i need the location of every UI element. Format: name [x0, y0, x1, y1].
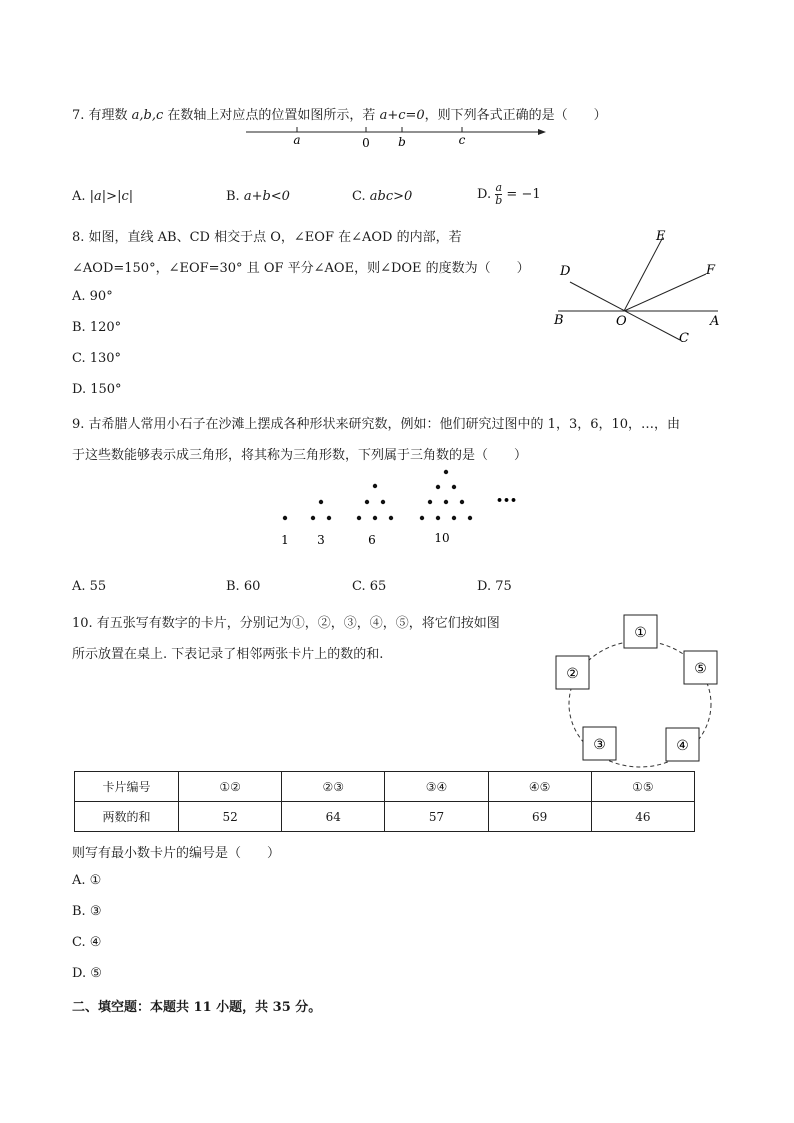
card-sums-table: [74, 771, 695, 832]
point-label-d: D: [560, 264, 571, 279]
q7-stem-part: 7. 有理数: [72, 108, 132, 123]
point-label-c: C: [679, 331, 689, 346]
table-cell: 46: [591, 802, 694, 832]
point-label-f: F: [706, 263, 716, 278]
q9-stem-line1: 9. 古希腊人常用小石子在沙滩上摆成各种形状来研究数，例如：他们研究过图中的 1，3，6，10，…，由: [72, 417, 681, 432]
table-row: [75, 772, 695, 802]
axis-label-c: c: [458, 133, 466, 147]
option-letter: D.: [477, 187, 492, 202]
q8-option-a[interactable]: A. 90°: [72, 289, 113, 304]
table-cell: 64: [282, 802, 385, 832]
q10-stem-line2: 所示放置在桌上. 下表记录了相邻两张卡片上的数的和.: [72, 647, 384, 662]
q9-stem-line2: 于这些数能够表示成三角形，将其称为三角形数，下列属于三角数的是（ ）: [72, 448, 528, 463]
option-text: = −1: [506, 187, 541, 202]
card-1: ①: [634, 625, 647, 641]
q9-option-d[interactable]: D. 75: [477, 579, 512, 594]
q10-stem-line1: 10. 有五张写有数字的卡片，分别记为①，②，③，④，⑤，将它们按如图: [72, 616, 500, 631]
q10-question: 则写有最小数卡片的编号是（ ）: [72, 846, 281, 861]
card-2: ②: [566, 666, 579, 682]
q8-stem-line2: ∠AOD=150°，∠EOF=30° 且 OF 平分∠AOE，则∠DOE 的度数为（ ）: [72, 261, 530, 276]
q8-stem-line1: 8. 如图，直线 AB、CD 相交于点 O，∠EOF 在∠AOD 的内部，若: [72, 230, 462, 245]
table-cell: ③④: [385, 772, 488, 802]
point-label-b: B: [554, 313, 564, 328]
q7-option-a[interactable]: [72, 189, 133, 204]
table-row-header: 卡片编号: [75, 772, 179, 802]
fraction-a-over-b: [495, 182, 502, 207]
section-heading-fill-in: 二、填空题：本题共 11 小题，共 35 分。: [72, 1000, 322, 1015]
q8-option-d[interactable]: D. 150°: [72, 382, 122, 397]
q7-option-b[interactable]: [226, 189, 290, 204]
q8-option-b[interactable]: B. 120°: [72, 320, 122, 335]
table-cell: 52: [179, 802, 282, 832]
q8-angle-figure: [548, 222, 728, 352]
q7-stem-vars: a,b,c: [131, 108, 164, 123]
q7-stem-condition: a+c=0: [379, 108, 425, 123]
q10-option-b[interactable]: B. ③: [72, 904, 102, 919]
q7-stem-part: 在数轴上对应点的位置如图所示，若: [163, 108, 380, 123]
q7-number-line: [240, 122, 560, 154]
option-text: |a|>|c|: [89, 189, 134, 204]
triangle-number-1: 1: [281, 533, 289, 547]
fraction-numerator: a: [495, 181, 503, 194]
point-label-e: E: [656, 229, 666, 244]
table-cell: 57: [385, 802, 488, 832]
table-row: [75, 802, 695, 832]
triangle-number-6: 6: [368, 533, 376, 547]
q7-stem: [72, 104, 607, 123]
table-cell: ①⑤: [591, 772, 694, 802]
q10-cards-figure: [548, 608, 728, 770]
table-cell: ①②: [179, 772, 282, 802]
q9-option-b[interactable]: B. 60: [226, 579, 261, 594]
q9-option-c[interactable]: C. 65: [352, 579, 387, 594]
q10-option-c[interactable]: C. ④: [72, 935, 102, 950]
table-cell: 69: [488, 802, 591, 832]
triangle-number-3: 3: [317, 533, 325, 547]
axis-label-a: a: [293, 133, 301, 147]
q7-stem-part: ，则下列各式正确的是（ ）: [424, 108, 607, 123]
q10-option-a[interactable]: A. ①: [72, 873, 102, 888]
q10-option-d[interactable]: D. ⑤: [72, 966, 102, 981]
q9-option-a[interactable]: A. 55: [72, 579, 107, 594]
q8-option-c[interactable]: C. 130°: [72, 351, 122, 366]
q7-option-c[interactable]: [352, 189, 412, 204]
option-letter: B.: [226, 189, 240, 204]
table-row-header: 两数的和: [75, 802, 179, 832]
option-text: a+b<0: [243, 189, 290, 204]
fraction-denominator: b: [495, 194, 503, 207]
point-label-o: O: [616, 314, 627, 329]
table-cell: ②③: [282, 772, 385, 802]
axis-label-zero: 0: [362, 136, 370, 150]
table-cell: ④⑤: [488, 772, 591, 802]
option-letter: C.: [352, 189, 366, 204]
card-5: ⑤: [694, 661, 707, 677]
axis-label-b: b: [398, 135, 406, 149]
q7-option-d[interactable]: [477, 182, 541, 207]
option-letter: A.: [72, 189, 86, 204]
triangle-number-10: 10: [434, 531, 450, 545]
card-4: ④: [676, 738, 689, 754]
card-3: ③: [593, 737, 606, 753]
point-label-a: A: [710, 314, 720, 329]
q9-triangle-dots-figure: [270, 464, 530, 554]
option-text: abc>0: [369, 189, 413, 204]
dots-ellipsis: •••: [496, 494, 518, 507]
